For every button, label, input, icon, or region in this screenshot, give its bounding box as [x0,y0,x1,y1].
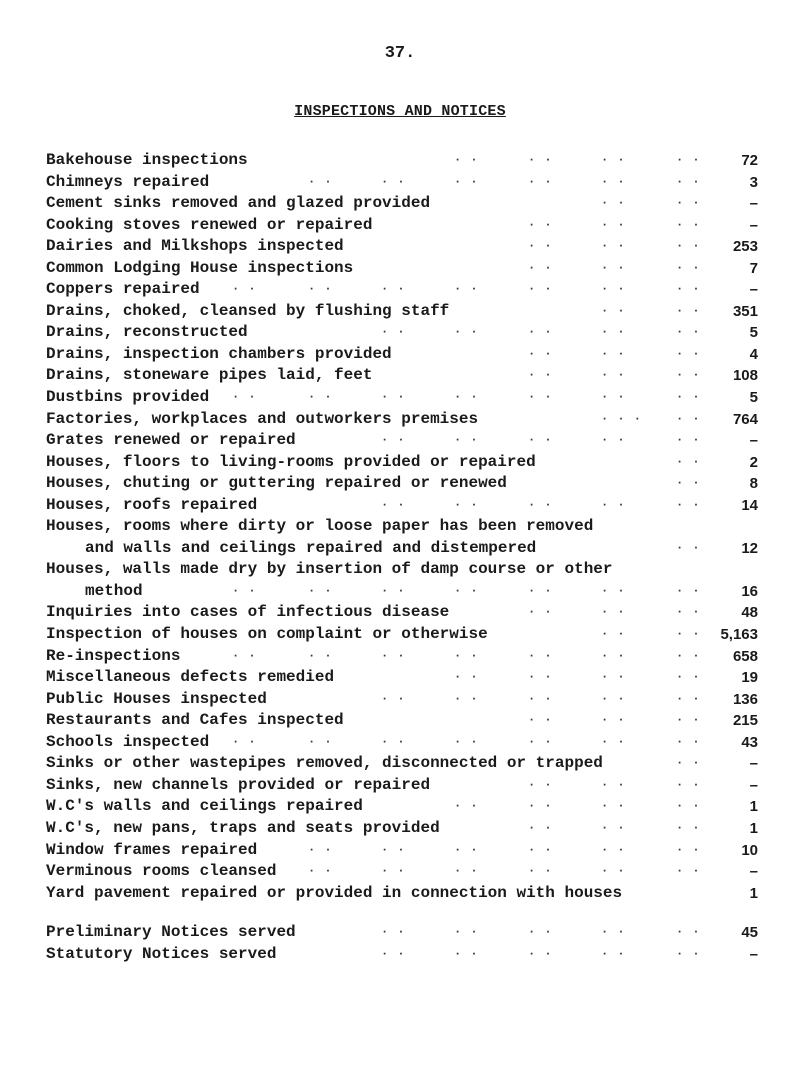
row-value: 14 [741,496,758,514]
table-row [46,861,758,883]
leader-dots: · · [601,196,626,211]
leader-dots: · · [381,433,406,448]
table-row [46,559,758,581]
leader-dots: · · [676,756,701,771]
leader-dots: · · [454,799,479,814]
leader-dots: · · [601,925,626,939]
leader-dots: · · [601,368,626,383]
row-value: 108 [732,367,758,385]
row-value: 12 [741,539,758,557]
leader-dots: · · [528,691,553,706]
leader-dots: · · [232,648,257,663]
leader-dots: · · [676,605,701,620]
row-value: 8 [749,475,758,493]
table-row [46,944,758,966]
table-row [46,150,758,172]
leader-dots: · · [601,174,626,189]
row-value: – [749,281,758,299]
leader-dots: · · [381,925,406,939]
leader-dots: · · [676,368,701,383]
leader-dots: · · [454,648,479,663]
table-row [46,516,758,538]
table-row [46,646,758,668]
leader-dots: · · [601,346,626,361]
leader-dots: · · [676,627,701,642]
leader-dots: · · [528,346,553,361]
table-row [46,387,758,409]
leader-dots: · · [232,583,257,598]
leader-dots: · · [601,217,626,232]
leader-dots: · · [676,497,701,512]
leader-dots: · · [676,390,701,405]
leader-dots: · · [528,325,553,340]
row-label: Miscellaneous defects remedied [46,668,335,687]
leader-dots: · · [676,925,701,939]
leader-dots: · · [676,303,701,318]
leader-dots: · · [601,820,626,835]
leader-dots: · · [381,648,406,663]
table-row [46,258,758,280]
table-row [46,581,758,603]
row-value: 48 [741,604,758,622]
leader-dots: · · [232,390,257,405]
table-row [46,172,758,194]
table-row [46,301,758,323]
row-label: Chimneys repaired [46,172,210,191]
row-value: 5 [749,324,758,342]
leader-dots: · · [676,260,701,275]
row-label: Houses, roofs repaired [46,495,258,514]
row-label: Sinks or other wastepipes removed, disconnected or trapped [46,754,603,773]
leader-dots: · · [676,864,701,879]
table-row [46,236,758,258]
leader-dots: · · [601,713,626,728]
table-row [46,840,758,862]
leader-dots: · · [528,864,553,879]
leader-dots: · · [454,390,479,405]
leader-dots: · · [308,583,333,598]
leader-dots: · · [528,260,553,275]
row-value: – [749,195,758,213]
row-label: Drains, reconstructed [46,323,248,342]
row-value: 658 [732,647,758,665]
leader-dots: · · [676,648,701,663]
row-value: 45 [741,924,758,941]
leader-dots: · · [308,174,333,189]
leader-dots: · · [601,260,626,275]
row-value: 351 [732,302,758,320]
leader-dots: · · [528,925,553,939]
leader-dots: · · [454,282,479,297]
table-row [46,322,758,344]
leader-dots: · · [601,799,626,814]
leader-dots: · · [381,734,406,749]
table-row [46,193,758,215]
row-value: 3 [749,173,758,191]
leader-dots: · · [528,368,553,383]
table-row [46,538,758,560]
leader-dots: · · [454,946,479,961]
row-label: Bakehouse inspections [46,151,248,169]
row-label: Yard pavement repaired or provided in connection with houses [46,883,623,902]
table-row [46,796,758,818]
leader-dots: · · [381,325,406,340]
row-value: 4 [749,345,758,363]
page-title: INSPECTIONS AND NOTICES [294,103,506,120]
table-row [46,624,758,646]
leader-dots: · · [308,390,333,405]
leader-dots: · · [601,691,626,706]
leader-dots: · · [528,734,553,749]
row-value: – [749,755,758,773]
table-row [46,365,758,387]
leader-dots: · · [454,583,479,598]
row-label: Dairies and Milkshops inspected [46,237,344,256]
row-label: Drains, inspection chambers provided [46,344,392,363]
row-label: Houses, floors to living-rooms provided or repaired [46,452,536,471]
table-row [46,495,758,517]
leader-dots: · · [381,583,406,598]
row-label: Window frames repaired [46,840,258,859]
row-value: 16 [741,582,758,600]
leader-dots: · · [676,583,701,598]
row-value: 10 [741,841,758,859]
row-value: 1 [749,884,758,902]
leader-dots: · · [601,239,626,254]
leader-dots: · · [676,799,701,814]
row-label: Public Houses inspected [46,689,267,708]
row-label: Dustbins provided [46,388,210,407]
leader-dots: · · [528,217,553,232]
leader-dots: · · [528,153,553,167]
leader-dots: · · [601,153,626,167]
leader-dots: · · [454,325,479,340]
leader-dots: · · [601,390,626,405]
row-label: Verminous rooms cleansed [46,862,277,881]
leader-dots: · · [528,390,553,405]
leader-dots: · · [676,196,701,211]
row-value: – [749,945,758,963]
row-value: 5,163 [720,626,758,644]
row-value: 19 [741,669,758,687]
leader-dots: · · [308,734,333,749]
leader-dots: · · [528,799,553,814]
table-row [46,473,758,495]
row-label: Coppers repaired [46,280,200,299]
row-value: 764 [732,410,758,428]
leader-dots: · · [308,864,333,879]
leader-dots: · · [454,864,479,879]
leader-dots: · · [232,282,257,297]
row-label: Restaurants and Cafes inspected [46,711,344,730]
leader-dots: · · [601,734,626,749]
row-label: Statutory Notices served [46,944,277,963]
row-label: method [85,581,143,600]
leader-dots: · · [381,946,406,961]
row-label: Inspection of houses on complaint or otherwise [46,625,488,644]
leader-dots: · · [454,153,479,167]
row-label: Sinks, new channels provided or repaired [46,775,431,794]
row-label: Schools inspected [46,732,210,751]
row-label: Preliminary Notices served [46,923,296,941]
row-label: W.C's walls and ceilings repaired [46,797,363,816]
leader-dots: · · [601,325,626,340]
row-value: 7 [749,259,758,277]
leader-dots: · · [381,691,406,706]
leader-dots: · · [528,433,553,448]
row-label: Cooking stoves renewed or repaired [46,215,373,234]
leader-dots: · · [676,217,701,232]
table-row [46,430,758,452]
leader-dots: · · [454,842,479,857]
leader-dots: · · [381,497,406,512]
leader-dots: · · [676,174,701,189]
row-value: 136 [732,690,758,708]
table-row [46,689,758,711]
row-label: Common Lodging House inspections [46,258,354,277]
inspections-table [46,150,758,904]
leader-dots: · · [676,476,701,491]
table-row [46,279,758,301]
leader-dots: · · [601,433,626,448]
leader-dots: · · [454,925,479,939]
table-row [46,409,758,431]
table-row [46,775,758,797]
leader-dots: · · [454,174,479,189]
leader-dots: · · [676,777,701,792]
leader-dots: · · [601,627,626,642]
leader-dots: · · [381,174,406,189]
leader-dots: · · [454,670,479,685]
leader-dots: · · [381,282,406,297]
leader-dots: · · [454,734,479,749]
row-label: Re-inspections [46,646,181,665]
row-value: – [749,216,758,234]
leader-dots: · · [601,497,626,512]
leader-dots: · · [601,303,626,318]
leader-dots: · · [308,648,333,663]
leader-dots: · · [676,713,701,728]
leader-dots: · · [528,713,553,728]
row-value: 215 [732,712,758,730]
row-label: Houses, walls made dry by insertion of damp course or other [46,560,613,579]
leader-dots: · · [454,497,479,512]
leader-dots: · · [528,282,553,297]
row-value: – [749,432,758,450]
leader-dots: · · [528,497,553,512]
row-label: Inquiries into cases of infectious disease [46,603,450,622]
leader-dots: · · [676,239,701,254]
row-value: 5 [749,389,758,407]
leader-dots: · · [676,325,701,340]
leader-dots: · · [528,174,553,189]
row-value: 1 [749,798,758,816]
leader-dots: · · [676,670,701,685]
leader-dots: · · [528,842,553,857]
table-row [46,818,758,840]
table-row [46,667,758,689]
table-row [46,710,758,732]
table-row [46,215,758,237]
leader-dots: · · [308,282,333,297]
table-row [46,344,758,366]
leader-dots: · · [676,842,701,857]
row-label: Houses, chuting or guttering repaired or renewed [46,474,507,493]
leader-dots: · · [601,864,626,879]
row-value: – [749,863,758,881]
leader-dots: · · [528,648,553,663]
leader-dots: · · [676,734,701,749]
table-row [46,602,758,624]
leader-dots: · · · [601,411,643,426]
table-row [46,922,758,944]
leader-dots: · · [676,946,701,961]
leader-dots: · · [528,946,553,961]
table-row [46,883,758,905]
leader-dots: · · [676,691,701,706]
leader-dots: · · [601,777,626,792]
leader-dots: · · [676,153,701,167]
row-label: Grates renewed or repaired [46,431,296,450]
leader-dots: · · [528,670,553,685]
leader-dots: · · [381,842,406,857]
row-label: Drains, choked, cleansed by flushing staff [46,301,450,320]
leader-dots: · · [601,605,626,620]
leader-dots: · · [676,540,701,555]
leader-dots: · · [454,691,479,706]
notices-table [46,922,758,965]
leader-dots: · · [676,433,701,448]
table-row [46,452,758,474]
row-value: – [749,776,758,794]
leader-dots: · · [528,777,553,792]
row-value: 253 [732,238,758,256]
leader-dots: · · [528,239,553,254]
leader-dots: · · [601,583,626,598]
leader-dots: · · [232,734,257,749]
leader-dots: · · [454,433,479,448]
row-value: 43 [741,733,758,751]
leader-dots: · · [676,282,701,297]
row-value: 1 [749,819,758,837]
leader-dots: · · [601,842,626,857]
leader-dots: · · [676,820,701,835]
leader-dots: · · [601,670,626,685]
leader-dots: · · [601,648,626,663]
leader-dots: · · [676,454,701,469]
table-row [46,753,758,775]
leader-dots: · · [528,820,553,835]
leader-dots: · · [601,282,626,297]
leader-dots: · · [601,946,626,961]
row-label: and walls and ceilings repaired and distempered [85,538,537,557]
leader-dots: · · [381,390,406,405]
table-row [46,732,758,754]
row-label: Houses, rooms where dirty or loose paper has been removed [46,517,594,536]
leader-dots: · · [308,842,333,857]
leader-dots: · · [528,605,553,620]
row-label: Drains, stoneware pipes laid, feet [46,366,373,385]
row-label: Cement sinks removed and glazed provided [46,194,431,213]
row-label: W.C's, new pans, traps and seats provided [46,818,440,837]
leader-dots: · · [528,583,553,598]
leader-dots: · · [676,346,701,361]
leader-dots: · · [381,864,406,879]
row-label: Factories, workplaces and outworkers premises [46,409,479,428]
row-value: 2 [749,453,758,471]
row-value: 72 [741,152,758,169]
leader-dots: · · [676,411,701,426]
page-number: 37. [384,44,416,63]
